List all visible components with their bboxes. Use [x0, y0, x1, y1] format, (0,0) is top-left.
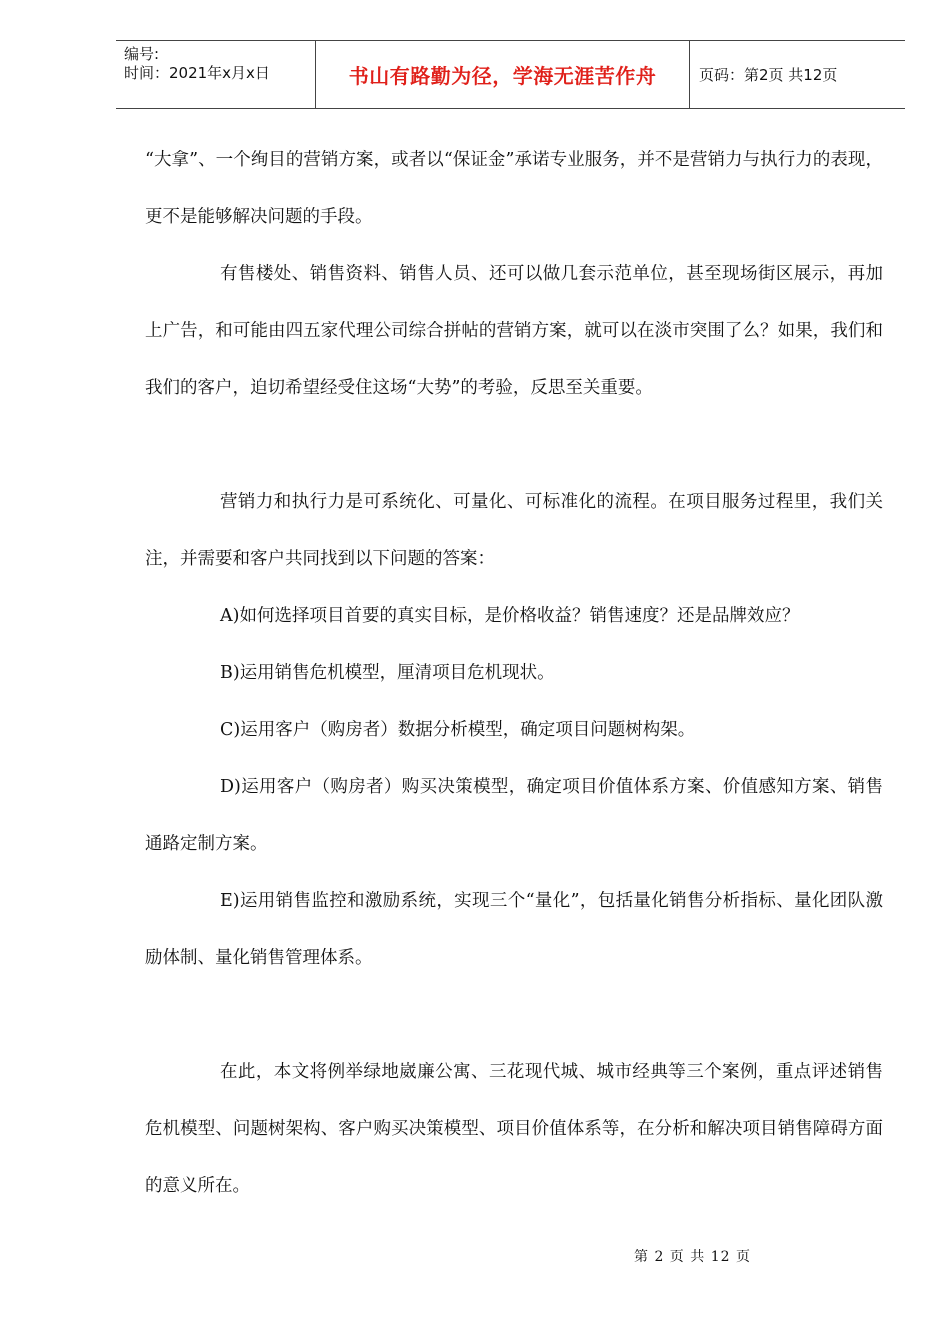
paragraph-gap — [145, 417, 883, 474]
header-page-cell — [690, 41, 905, 108]
header-motto-cell — [316, 41, 690, 108]
paragraph: 营销力和执行力是可系统化、可量化、可标准化的流程。在项目服务过程里，我们关注，并需要和客户共同找到以下问题的答案： — [145, 492, 883, 569]
page-footer: 第 2 页 共 12 页 — [634, 1249, 751, 1265]
list-item: B)运用销售危机模型，厘清项目危机现状。 — [220, 663, 555, 683]
header-table — [116, 40, 905, 109]
serial-label: 编号: — [124, 45, 160, 63]
time-label: 时间：2021年x月x日 — [124, 64, 270, 82]
paragraph: 在此，本文将例举绿地崴廉公寓、三花现代城、城市经典等三个案例，重点评述销售危机模型、问题树架构、客户购买决策模型、项目价值体系等，在分析和解决项目销售障碍方面的意义所在。 — [145, 1062, 883, 1196]
paragraph-gap — [145, 987, 883, 1044]
list-item: D)运用客户（购房者）购买决策模型，确定项目价值体系方案、价值感知方案、销售通路定制方案。 — [145, 777, 883, 854]
list-item: C)运用客户（购房者）数据分析模型，确定项目问题树构架。 — [220, 720, 696, 740]
page-info: 页码：第2页 共12页 — [699, 66, 838, 84]
paragraph: “大拿”、一个绚目的营销方案，或者以“保证金”承诺专业服务，并不是营销力与执行力的表现，更不是能够解决问题的手段。 — [145, 150, 883, 227]
paragraph: 有售楼处、销售资料、销售人员、还可以做几套示范单位，甚至现场街区展示，再加上广告，和可能由四五家代理公司综合拼帖的营销方案，就可以在淡市突围了么？如果，我们和我们的客户，迫切希望经受住这场“大势”的考验，反思至关重要。 — [145, 264, 883, 398]
list-item: E)运用销售监控和激励系统，实现三个“量化”，包括量化销售分析指标、量化团队激励体制、量化销售管理体系。 — [145, 891, 883, 968]
list-item: A)如何选择项目首要的真实目标，是价格收益？销售速度？还是品牌效应？ — [220, 606, 800, 626]
header-meta-cell — [116, 41, 316, 108]
document-body — [145, 132, 883, 1215]
motto: 书山有路勤为径，学海无涯苦作舟 — [348, 64, 657, 88]
